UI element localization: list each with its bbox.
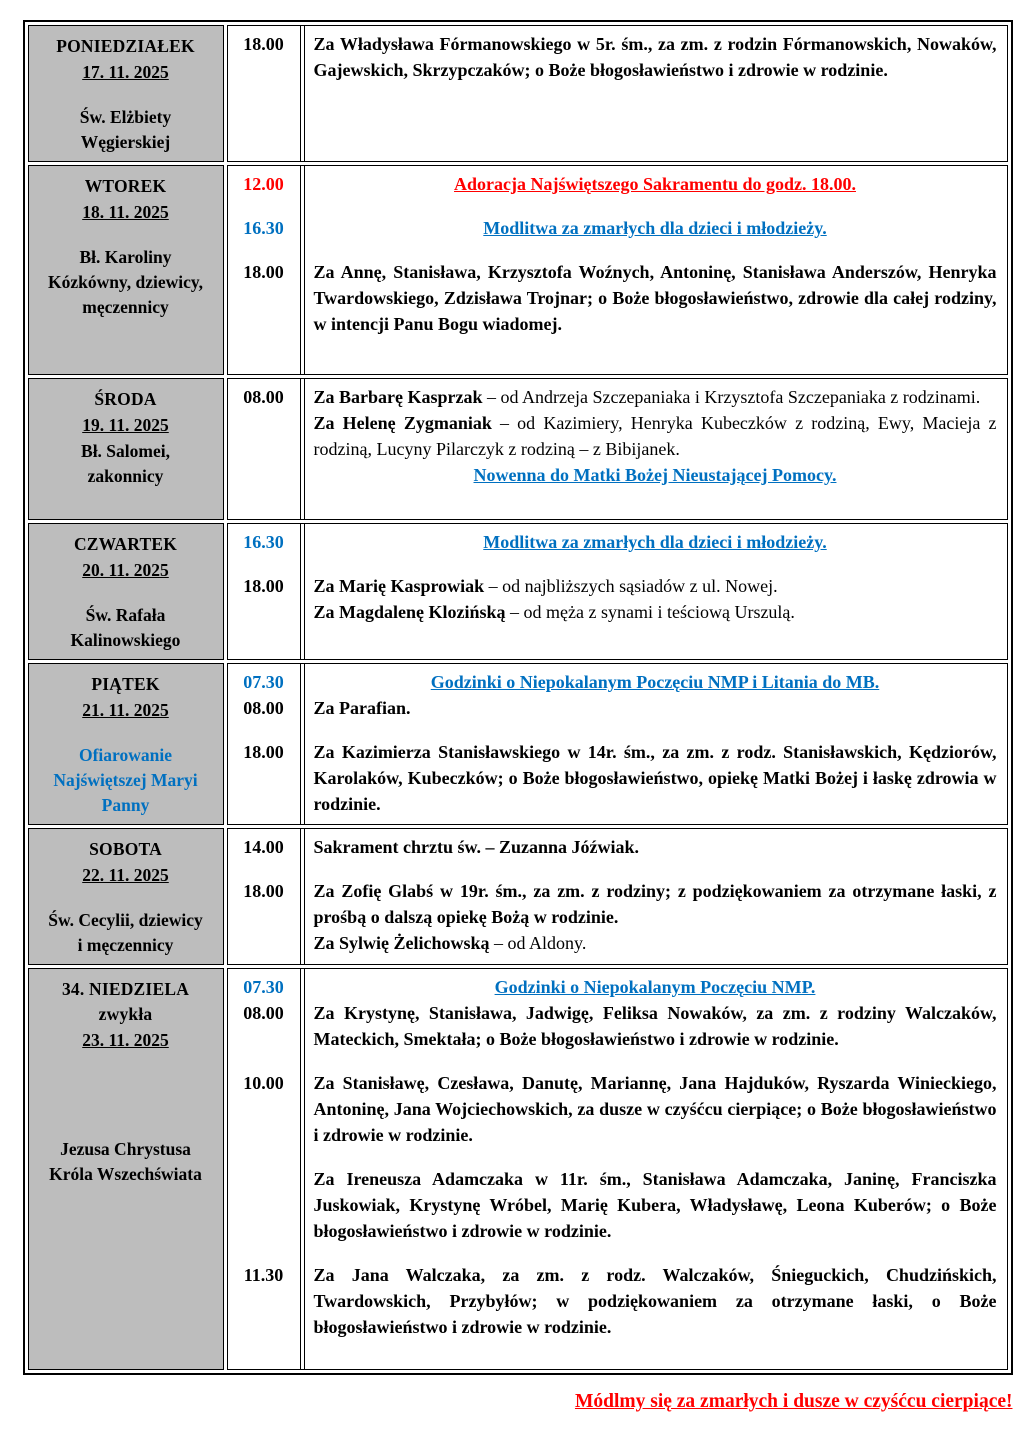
intentions-cell: [227, 828, 1008, 965]
intention-texts: [300, 834, 1007, 860]
day-name: 34. NIEDZIELA: [61, 979, 190, 999]
day-header-cell: [28, 378, 224, 520]
day-feast: [35, 439, 217, 489]
day-header-cell: [28, 663, 224, 825]
day-feast: [35, 1137, 217, 1187]
mass-time: 14.00: [243, 837, 284, 857]
day-feast-line: Kalinowskiego: [70, 630, 181, 650]
day-feast-line: męczennicy: [82, 297, 169, 317]
intentions-cell: [227, 165, 1008, 375]
intention-paragraph: [314, 974, 997, 1000]
intention-paragraph: [314, 695, 997, 721]
intention-paragraph: [314, 410, 997, 462]
day-feast-line: Ofiarowanie: [78, 745, 172, 765]
day-feast-line: Św. Cecylii, dziewicy: [48, 910, 203, 930]
mass-time: 16.30: [243, 218, 284, 238]
intentions-cell: [227, 25, 1008, 162]
intention-text: Nowenna do Matki Bożej Nieustającej Pomocy.: [473, 465, 837, 485]
day-row: [28, 663, 1008, 825]
intentions-cell: [227, 378, 1008, 520]
intention-texts: [300, 669, 1007, 695]
mass-time: 08.00: [243, 1003, 284, 1023]
intention-paragraph: [314, 529, 997, 555]
mass-entry: [228, 573, 1007, 625]
intention-text: Za Zofię Glabś w 19r. śm., za zm. z rodziny; z podziękowaniem za otrzymane łaski, z prośbą o dalszą opiekę Bożą w rodzinie.: [313, 881, 997, 927]
intention-text: Sakrament chrztu św. – Zuzanna Jóźwiak.: [313, 837, 640, 857]
intention-texts: [300, 878, 1007, 956]
mass-entry: [228, 739, 1007, 817]
day-feast-line: Św. Rafała: [85, 605, 166, 625]
intention-texts: [300, 171, 1007, 197]
day-feast: [35, 245, 217, 320]
intention-text: Modlitwa za zmarłych dla dzieci i młodzieży.: [483, 532, 827, 552]
day-date: 17. 11. 2025: [82, 62, 169, 82]
day-feast: [35, 743, 217, 818]
intention-text: – od męża z synami i teściową Urszulą.: [505, 602, 795, 622]
mass-time: 16.30: [243, 532, 284, 552]
intention-text: – od Andrzeja Szczepaniaka i Krzysztofa Szczepaniaka z rodzinami.: [482, 387, 981, 407]
intention-text: Za Helenę Zygmaniak: [313, 413, 492, 433]
day-row: [28, 968, 1008, 1370]
day-row: [28, 25, 1008, 162]
intention-text: Za Marię Kasprowiak: [313, 576, 485, 596]
day-feast-line: Kózkówny, dziewicy,: [47, 272, 204, 292]
intention-texts: [300, 1000, 1007, 1052]
day-feast-line: zakonnicy: [87, 466, 164, 486]
mass-time: 10.00: [243, 1073, 284, 1093]
entry-list: [228, 166, 1007, 374]
intention-paragraph: [314, 599, 997, 625]
day-name: PONIEDZIAŁEK: [56, 36, 195, 56]
intention-text: Za Krystynę, Stanisława, Jadwigę, Feliksa Nowaków, za zm. z rodziny Walczaków, Mateckich, Smektała; o Boże błogosławieństwo i zdrowie w rodzinie.: [313, 1003, 997, 1049]
intention-text: Za Parafian.: [313, 698, 411, 718]
intention-text: Godzinki o Niepokalanym Poczęciu NMP.: [494, 977, 816, 997]
intention-texts: [300, 31, 1007, 83]
mass-entry: [228, 529, 1007, 555]
day-feast: [35, 908, 217, 958]
day-row: [28, 378, 1008, 520]
day-name: CZWARTEK: [73, 534, 178, 554]
mass-time: 08.00: [243, 698, 284, 718]
day-name: PIĄTEK: [91, 674, 160, 694]
intention-paragraph: [314, 930, 997, 956]
intention-text: Za Władysława Fórmanowskiego w 5r. śm., za zm. z rodzin Fórmanowskich, Nowaków, Gajewskich, Skrzypczaków; o Boże błogosławieństwo i zdrowie w rodzinie.: [313, 34, 997, 80]
day-date: 22. 11. 2025: [82, 865, 169, 885]
intention-paragraph: [314, 1262, 997, 1340]
entry-list: [228, 26, 1007, 149]
intention-text: Za Sylwię Żelichowską: [313, 933, 490, 953]
mass-intentions-table: [23, 20, 1013, 1375]
intention-texts: [300, 1262, 1007, 1340]
intention-text: – od najbliższych sąsiadów z ul. Nowej.: [484, 576, 778, 596]
day-feast-line: Jezusa Chrystusa: [60, 1139, 191, 1159]
intention-paragraph: [314, 739, 997, 817]
intention-text: – od Kazimiery, Henryka Kubeczków z rodziną, Ewy, Macieja z rodziną, Lucyny Pilarczyk z rodziną – z Bibijanek.: [313, 413, 997, 459]
intention-paragraph: [314, 1166, 997, 1244]
intention-texts: [300, 1070, 1007, 1244]
footer-exhortation-text: Módlmy się za zmarłych i dusze w czyśćcu cierpiące!: [574, 1391, 1013, 1412]
day-feast-line: Bł. Karoliny: [79, 247, 172, 267]
day-header-cell: [28, 25, 224, 162]
day-row: [28, 165, 1008, 375]
mass-entry: [228, 1000, 1007, 1052]
mass-entry: [228, 1070, 1007, 1244]
intention-paragraph: [314, 31, 997, 83]
intention-text: Za Magdalenę Klozińską: [313, 602, 506, 622]
day-date: 19. 11. 2025: [82, 415, 169, 435]
mass-entry: [228, 878, 1007, 956]
entry-list: [228, 664, 1007, 822]
intention-paragraph: [314, 1070, 997, 1148]
day-feast-line: Króla Wszechświata: [49, 1164, 202, 1184]
mass-entry: [228, 1262, 1007, 1340]
mass-intentions-rows: [28, 25, 1008, 1370]
day-header-cell: [28, 165, 224, 375]
day-date: 20. 11. 2025: [82, 560, 169, 580]
intention-paragraph: [314, 573, 997, 599]
mass-time: 07.30: [243, 672, 284, 692]
day-row: [28, 828, 1008, 965]
intention-paragraph: [314, 171, 997, 197]
day-feast: [35, 105, 217, 155]
mass-time: 18.00: [243, 881, 284, 901]
mass-time: 18.00: [243, 742, 284, 762]
intention-texts: [300, 384, 1007, 488]
footer-exhortation: [23, 1391, 1013, 1413]
mass-entry: [228, 695, 1007, 721]
day-name: WTOREK: [84, 176, 167, 196]
intention-text: – od Aldony.: [489, 933, 587, 953]
mass-entry: [228, 31, 1007, 83]
intention-text: Adoracja Najświętszego Sakramentu do godz. 18.00.: [454, 174, 856, 194]
intentions-cell: [227, 968, 1008, 1370]
intention-paragraph: [314, 462, 997, 488]
intention-text: Modlitwa za zmarłych dla dzieci i młodzieży.: [483, 218, 827, 238]
intention-text: Za Ireneusza Adamczaka w 11r. śm., Stanisława Adamczaka, Janinę, Franciszka Juskowiak, Krystynę Wróbel, Marię Kubera, Władysławę, Leona Kuberów; o Boże błogosławieństwo i zdrowie w rodzinie.: [313, 1169, 997, 1241]
intentions-cell: [227, 663, 1008, 825]
intention-paragraph: [314, 215, 997, 241]
mass-entry: [228, 669, 1007, 695]
day-header-cell: [28, 968, 224, 1370]
mass-time: 11.30: [243, 1265, 284, 1285]
intention-text: Za Barbarę Kasprzak: [313, 387, 483, 407]
day-row: [28, 523, 1008, 660]
intention-texts: [300, 215, 1007, 241]
mass-time: 18.00: [243, 576, 284, 596]
entry-list: [228, 379, 1007, 519]
intention-paragraph: [314, 259, 997, 337]
intention-text: Godzinki o Niepokalanym Poczęciu NMP i Litania do MB.: [430, 672, 880, 692]
mass-time: 12.00: [243, 174, 284, 194]
entry-list: [228, 829, 1007, 961]
intentions-cell: [227, 523, 1008, 660]
intention-text: Za Kazimierza Stanisławskiego w 14r. śm., za zm. z rodz. Stanisławskich, Kędziorów, Karolaków, Kubeczków; o Boże błogosławieństwo, opiekę Matki Bożej i łaskę zdrowia w rodzinie.: [313, 742, 997, 814]
day-name: zwykła: [98, 1004, 153, 1024]
day-date: 21. 11. 2025: [82, 700, 169, 720]
intention-texts: [300, 974, 1007, 1000]
day-header-cell: [28, 523, 224, 660]
intention-texts: [300, 529, 1007, 555]
intention-paragraph: [314, 878, 997, 930]
entry-list: [228, 969, 1007, 1369]
day-feast-line: Najświętszej Maryi: [53, 770, 198, 790]
mass-entry: [228, 215, 1007, 241]
intention-texts: [300, 739, 1007, 817]
day-feast: [35, 603, 217, 653]
day-name: ŚRODA: [94, 389, 157, 409]
day-feast-line: Panny: [101, 795, 150, 815]
intention-text: Za Annę, Stanisława, Krzysztofa Woźnych, Antoninę, Stanisława Anderszów, Henryka Twardowskiego, Zdzisława Trojnar; o Boże błogosławieństwo, zdrowie dla całej rodziny, w intencji Panu Bogu wiadomej.: [313, 262, 997, 334]
mass-time: 18.00: [243, 34, 284, 54]
day-name: SOBOTA: [89, 839, 162, 859]
intention-paragraph: [314, 669, 997, 695]
intention-texts: [300, 573, 1007, 625]
intention-text: Za Jana Walczaka, za zm. z rodz. Walczaków, Śnieguckich, Chudzińskich, Twardowskich, Przybyłów; w podziękowaniem za otrzymane łaski, o Boże błogosławieństwo i zdrowie w rodzinie.: [313, 1265, 997, 1337]
intention-paragraph: [314, 384, 997, 410]
day-feast-line: Węgierskiej: [80, 132, 171, 152]
intention-text: Za Stanisławę, Czesława, Danutę, Mariannę, Jana Hajduków, Ryszarda Winieckiego, Antoninę, Jana Wojciechowskich, za dusze w czyśćcu cierpiące; o Boże błogosławieństwo i zdrowie w rodzinie.: [313, 1073, 997, 1145]
mass-entry: [228, 259, 1007, 337]
intention-paragraph: [314, 1000, 997, 1052]
mass-time: 18.00: [243, 262, 284, 282]
day-date: 18. 11. 2025: [82, 202, 169, 222]
mass-time: 08.00: [243, 387, 284, 407]
mass-entry: [228, 974, 1007, 1000]
intention-paragraph: [314, 834, 997, 860]
day-feast-line: Bł. Salomei,: [81, 441, 170, 461]
day-feast-line: Św. Elżbiety: [79, 107, 172, 127]
intention-texts: [300, 695, 1007, 721]
entry-list: [228, 524, 1007, 649]
mass-time: 07.30: [243, 977, 284, 997]
intention-texts: [300, 259, 1007, 337]
mass-entry: [228, 384, 1007, 488]
day-feast-line: i męczennicy: [77, 935, 174, 955]
mass-entry: [228, 171, 1007, 197]
mass-entry: [228, 834, 1007, 860]
day-header-cell: [28, 828, 224, 965]
day-date: 23. 11. 2025: [82, 1030, 169, 1050]
